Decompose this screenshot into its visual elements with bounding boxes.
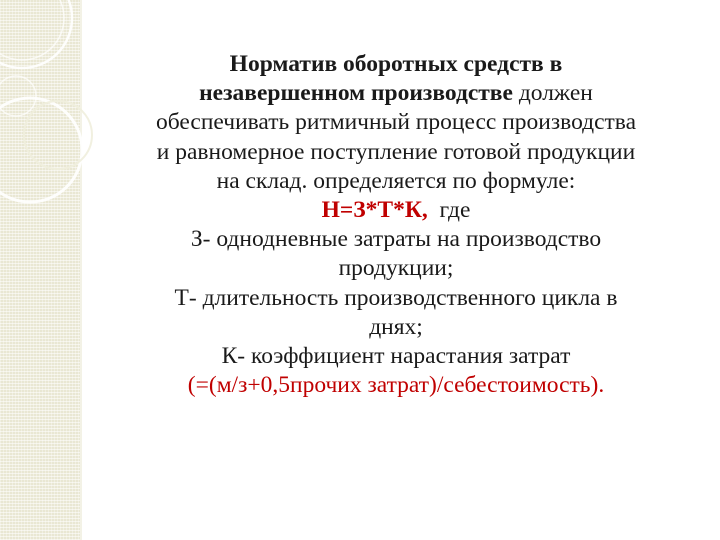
definition-z-line-2: продукции; xyxy=(338,255,454,282)
k-formula: =(м/з+0,5прочих затрат)/себестоимость xyxy=(195,372,591,399)
slide-text xyxy=(96,50,696,400)
formula-line xyxy=(96,196,696,225)
body-line-4: и равномерное поступление готовой продукции xyxy=(156,138,636,165)
body-line-5: на склад. определяется по формуле: xyxy=(216,167,576,194)
body-line-3: обеспечивать ритмичный процесс производства xyxy=(155,109,637,136)
formula-suffix: где xyxy=(427,197,471,224)
formula: Н=З*Т*К, xyxy=(321,197,428,224)
title-line-2 xyxy=(96,79,696,108)
definition-t-line-2: днях; xyxy=(369,313,423,340)
k-formula-line xyxy=(96,371,696,400)
definition-k-line: К- коэффициент нарастания затрат xyxy=(221,343,571,370)
title-line-2-rest: должен xyxy=(512,80,593,107)
k-formula-close: ). xyxy=(590,372,605,399)
title-line-2-bold: незавершенном производстве xyxy=(199,80,513,107)
definition-z-line-1: З- однодневные затраты на производство xyxy=(190,226,602,253)
title-line-1: Норматив оборотных средств в xyxy=(229,51,563,77)
definition-t-line-1: Т- длительность производственного цикла в xyxy=(174,284,618,311)
k-formula-open: ( xyxy=(187,372,196,399)
